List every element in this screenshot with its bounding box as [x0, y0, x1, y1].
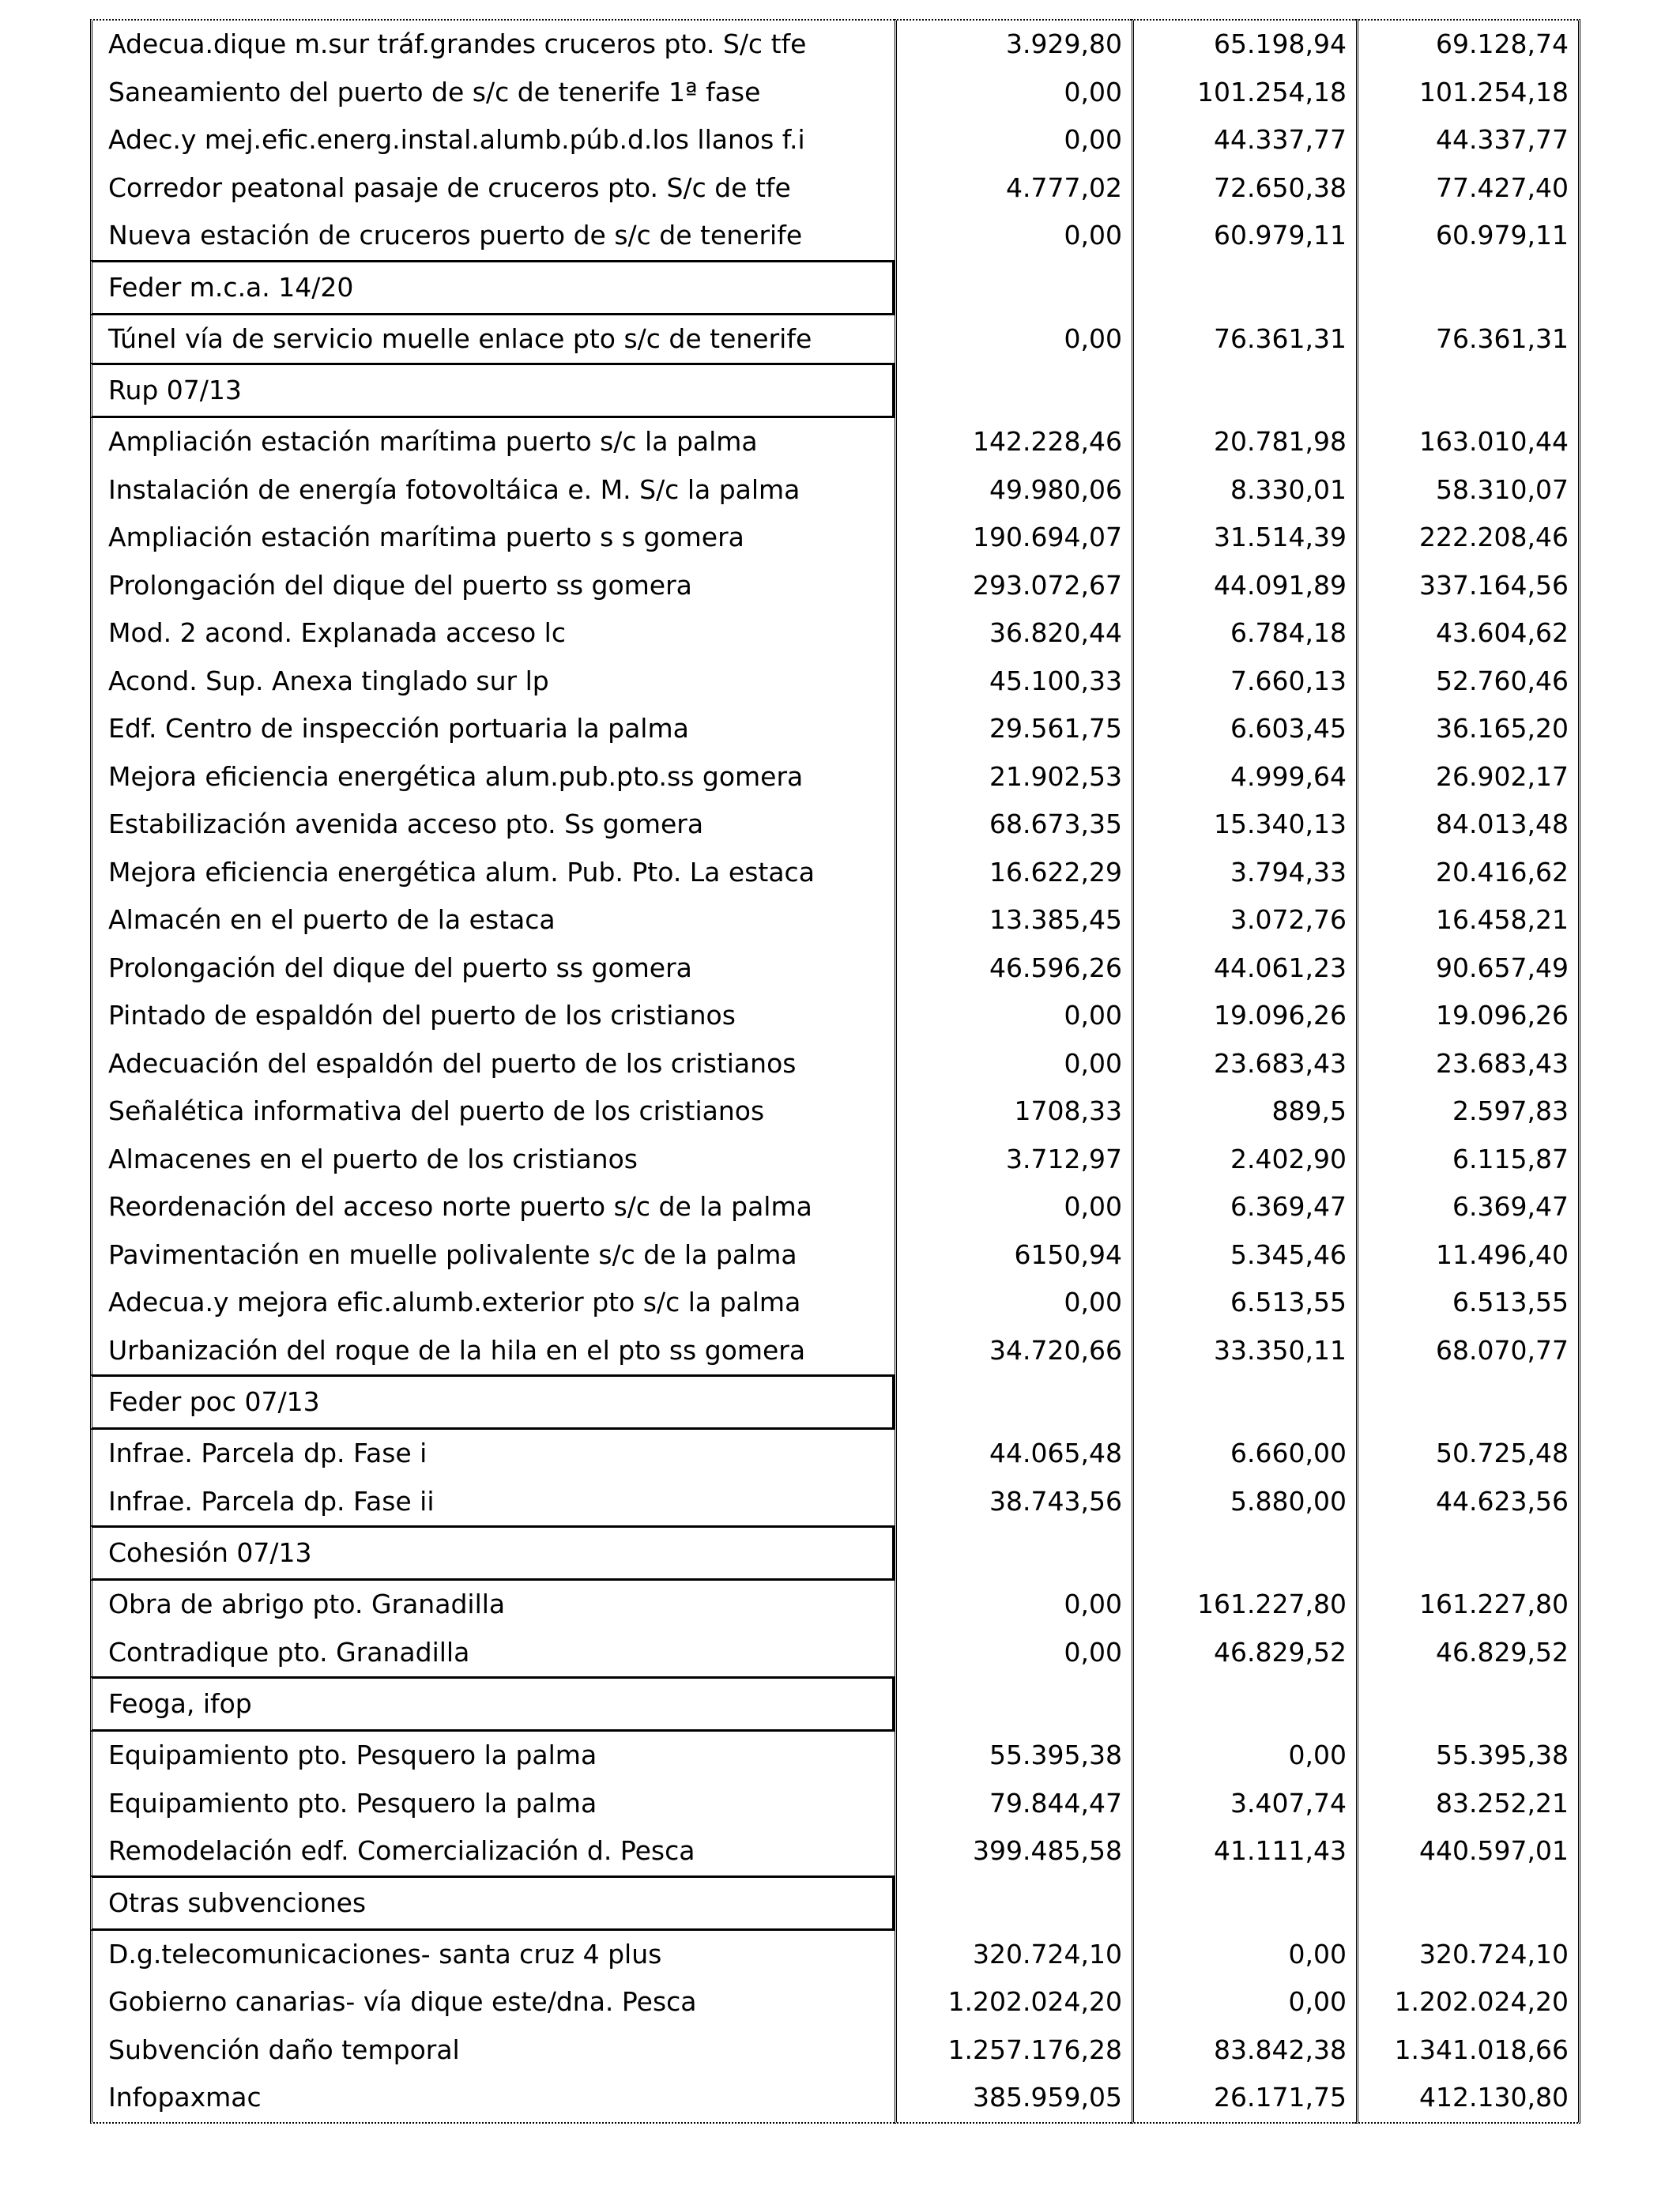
empty-cell — [895, 363, 1132, 418]
value-col-2: 889,5 — [1132, 1088, 1356, 1136]
value-col-2: 26.171,75 — [1132, 2074, 1356, 2124]
value-col-1: 68.673,35 — [895, 801, 1132, 849]
empty-cell — [1132, 1875, 1356, 1931]
value-col-2: 8.330,01 — [1132, 466, 1356, 515]
value-col-1: 29.561,75 — [895, 705, 1132, 753]
item-label: Gobierno canarias- vía dique este/dna. Pesca — [90, 1978, 895, 2026]
item-label: Remodelación edf. Comercialización d. Pesca — [90, 1827, 895, 1875]
item-label: Adecua.dique m.sur tráf.grandes cruceros pto. S/c tfe — [90, 19, 895, 69]
value-col-3: 46.829,52 — [1356, 1629, 1580, 1677]
section-header-row — [90, 1875, 1580, 1931]
value-col-2: 76.361,31 — [1132, 315, 1356, 364]
table-row — [90, 1581, 1580, 1629]
value-col-2: 3.407,74 — [1132, 1780, 1356, 1828]
section-header: Feoga, ifop — [90, 1676, 895, 1732]
item-label: Señalética informativa del puerto de los cristianos — [90, 1088, 895, 1136]
empty-cell — [895, 260, 1132, 315]
item-label: Equipamiento pto. Pesquero la palma — [90, 1732, 895, 1780]
item-label: Adec.y mej.efic.energ.instal.alumb.púb.d.los llanos f.i — [90, 116, 895, 164]
value-col-3: 90.657,49 — [1356, 944, 1580, 993]
item-label: Pavimentación en muelle polivalente s/c de la palma — [90, 1231, 895, 1280]
table-row — [90, 164, 1580, 213]
value-col-2: 0,00 — [1132, 1978, 1356, 2026]
value-col-3: 36.165,20 — [1356, 705, 1580, 753]
value-col-2: 65.198,94 — [1132, 19, 1356, 69]
section-header-row — [90, 1525, 1580, 1581]
section-header-row — [90, 1676, 1580, 1732]
section-header-row — [90, 363, 1580, 418]
value-col-1: 0,00 — [895, 1040, 1132, 1088]
value-col-2: 44.091,89 — [1132, 562, 1356, 610]
item-label: Nueva estación de cruceros puerto de s/c de tenerife — [90, 212, 895, 260]
item-label: Almacén en el puerto de la estaca — [90, 896, 895, 944]
table-row — [90, 992, 1580, 1040]
item-label: Pintado de espaldón del puerto de los cristianos — [90, 992, 895, 1040]
table-row — [90, 1231, 1580, 1280]
value-col-2: 31.514,39 — [1132, 514, 1356, 562]
value-col-1: 0,00 — [895, 1629, 1132, 1677]
item-label: Adecua.y mejora efic.alumb.exterior pto s/c la palma — [90, 1279, 895, 1327]
table-row — [90, 116, 1580, 164]
subsidies-table-page — [90, 19, 1580, 2124]
item-label: Instalación de energía fotovoltáica e. M. S/c la palma — [90, 466, 895, 515]
empty-cell — [1356, 1525, 1580, 1581]
table-row — [90, 1183, 1580, 1231]
value-col-1: 0,00 — [895, 992, 1132, 1040]
value-col-3: 83.252,21 — [1356, 1780, 1580, 1828]
empty-cell — [895, 1374, 1132, 1430]
value-col-2: 6.660,00 — [1132, 1430, 1356, 1478]
empty-cell — [895, 1875, 1132, 1931]
value-col-1: 1.257.176,28 — [895, 2026, 1132, 2075]
item-label: Acond. Sup. Anexa tinglado sur lp — [90, 658, 895, 706]
table-row — [90, 1827, 1580, 1875]
table-row — [90, 562, 1580, 610]
value-col-1: 45.100,33 — [895, 658, 1132, 706]
item-label: Infopaxmac — [90, 2074, 895, 2124]
value-col-3: 52.760,46 — [1356, 658, 1580, 706]
table-row — [90, 2074, 1580, 2124]
table-row — [90, 466, 1580, 515]
value-col-2: 44.061,23 — [1132, 944, 1356, 993]
value-col-3: 222.208,46 — [1356, 514, 1580, 562]
item-label: Edf. Centro de inspección portuaria la palma — [90, 705, 895, 753]
value-col-1: 3.712,97 — [895, 1136, 1132, 1184]
table-row — [90, 418, 1580, 466]
table-row — [90, 1931, 1580, 1979]
value-col-3: 84.013,48 — [1356, 801, 1580, 849]
value-col-2: 2.402,90 — [1132, 1136, 1356, 1184]
value-col-1: 49.980,06 — [895, 466, 1132, 515]
value-col-2: 6.513,55 — [1132, 1279, 1356, 1327]
table-row — [90, 69, 1580, 117]
empty-cell — [1356, 260, 1580, 315]
item-label: Corredor peatonal pasaje de cruceros pto. S/c de tfe — [90, 164, 895, 213]
value-col-1: 3.929,80 — [895, 19, 1132, 69]
value-col-2: 5.345,46 — [1132, 1231, 1356, 1280]
empty-cell — [1356, 1374, 1580, 1430]
value-col-1: 0,00 — [895, 69, 1132, 117]
table-row — [90, 753, 1580, 801]
value-col-3: 60.979,11 — [1356, 212, 1580, 260]
value-col-3: 58.310,07 — [1356, 466, 1580, 515]
empty-cell — [1132, 363, 1356, 418]
empty-cell — [895, 1676, 1132, 1732]
value-col-1: 0,00 — [895, 1279, 1132, 1327]
value-col-1: 21.902,53 — [895, 753, 1132, 801]
value-col-3: 68.070,77 — [1356, 1327, 1580, 1375]
value-col-3: 337.164,56 — [1356, 562, 1580, 610]
value-col-1: 0,00 — [895, 1581, 1132, 1629]
item-label: Infrae. Parcela dp. Fase ii — [90, 1478, 895, 1526]
table-row — [90, 1430, 1580, 1478]
value-col-3: 320.724,10 — [1356, 1931, 1580, 1979]
value-col-1: 44.065,48 — [895, 1430, 1132, 1478]
item-label: Túnel vía de servicio muelle enlace pto s/c de tenerife — [90, 315, 895, 364]
value-col-2: 41.111,43 — [1132, 1827, 1356, 1875]
table-row — [90, 849, 1580, 897]
empty-cell — [1356, 1676, 1580, 1732]
value-col-3: 440.597,01 — [1356, 1827, 1580, 1875]
value-col-3: 101.254,18 — [1356, 69, 1580, 117]
value-col-2: 161.227,80 — [1132, 1581, 1356, 1629]
value-col-2: 46.829,52 — [1132, 1629, 1356, 1677]
empty-cell — [1356, 363, 1580, 418]
table-row — [90, 1040, 1580, 1088]
value-col-2: 44.337,77 — [1132, 116, 1356, 164]
value-col-3: 1.341.018,66 — [1356, 2026, 1580, 2075]
table-row — [90, 1978, 1580, 2026]
item-label: Ampliación estación marítima puerto s/c la palma — [90, 418, 895, 466]
value-col-1: 79.844,47 — [895, 1780, 1132, 1828]
table-row — [90, 1478, 1580, 1526]
value-col-1: 142.228,46 — [895, 418, 1132, 466]
value-col-1: 0,00 — [895, 315, 1132, 364]
value-col-3: 6.513,55 — [1356, 1279, 1580, 1327]
section-header: Feder m.c.a. 14/20 — [90, 260, 895, 315]
value-col-3: 161.227,80 — [1356, 1581, 1580, 1629]
value-col-1: 385.959,05 — [895, 2074, 1132, 2124]
value-col-1: 13.385,45 — [895, 896, 1132, 944]
value-col-3: 55.395,38 — [1356, 1732, 1580, 1780]
empty-cell — [1132, 1374, 1356, 1430]
value-col-3: 69.128,74 — [1356, 19, 1580, 69]
table-row — [90, 1629, 1580, 1677]
item-label: Equipamiento pto. Pesquero la palma — [90, 1780, 895, 1828]
value-col-1: 0,00 — [895, 212, 1132, 260]
value-col-1: 46.596,26 — [895, 944, 1132, 993]
table-row — [90, 212, 1580, 260]
table-row — [90, 1279, 1580, 1327]
table-row — [90, 1088, 1580, 1136]
value-col-1: 38.743,56 — [895, 1478, 1132, 1526]
subsidies-table — [90, 19, 1580, 2124]
section-header-row — [90, 1374, 1580, 1430]
value-col-2: 6.603,45 — [1132, 705, 1356, 753]
value-col-3: 2.597,83 — [1356, 1088, 1580, 1136]
table-row — [90, 514, 1580, 562]
value-col-3: 23.683,43 — [1356, 1040, 1580, 1088]
item-label: Mejora eficiencia energética alum.pub.pto.ss gomera — [90, 753, 895, 801]
item-label: Infrae. Parcela dp. Fase i — [90, 1430, 895, 1478]
value-col-3: 44.337,77 — [1356, 116, 1580, 164]
item-label: Prolongación del dique del puerto ss gomera — [90, 944, 895, 993]
value-col-1: 34.720,66 — [895, 1327, 1132, 1375]
value-col-2: 60.979,11 — [1132, 212, 1356, 260]
value-col-3: 1.202.024,20 — [1356, 1978, 1580, 2026]
item-label: Reordenación del acceso norte puerto s/c de la palma — [90, 1183, 895, 1231]
empty-cell — [895, 1525, 1132, 1581]
value-col-2: 19.096,26 — [1132, 992, 1356, 1040]
value-col-1: 4.777,02 — [895, 164, 1132, 213]
table-row — [90, 801, 1580, 849]
value-col-2: 33.350,11 — [1132, 1327, 1356, 1375]
value-col-1: 320.724,10 — [895, 1931, 1132, 1979]
item-label: D.g.telecomunicaciones- santa cruz 4 plus — [90, 1931, 895, 1979]
table-row — [90, 658, 1580, 706]
value-col-3: 43.604,62 — [1356, 609, 1580, 658]
value-col-3: 163.010,44 — [1356, 418, 1580, 466]
item-label: Estabilización avenida acceso pto. Ss gomera — [90, 801, 895, 849]
value-col-3: 6.369,47 — [1356, 1183, 1580, 1231]
empty-cell — [1132, 260, 1356, 315]
value-col-2: 5.880,00 — [1132, 1478, 1356, 1526]
item-label: Contradique pto. Granadilla — [90, 1629, 895, 1677]
value-col-2: 15.340,13 — [1132, 801, 1356, 849]
value-col-2: 20.781,98 — [1132, 418, 1356, 466]
item-label: Subvención daño temporal — [90, 2026, 895, 2075]
value-col-3: 16.458,21 — [1356, 896, 1580, 944]
section-header: Feder poc 07/13 — [90, 1374, 895, 1430]
value-col-2: 3.794,33 — [1132, 849, 1356, 897]
value-col-3: 44.623,56 — [1356, 1478, 1580, 1526]
item-label: Ampliación estación marítima puerto s s gomera — [90, 514, 895, 562]
section-header: Cohesión 07/13 — [90, 1525, 895, 1581]
table-row — [90, 1136, 1580, 1184]
table-row — [90, 315, 1580, 364]
value-col-1: 1.202.024,20 — [895, 1978, 1132, 2026]
value-col-3: 26.902,17 — [1356, 753, 1580, 801]
value-col-1: 0,00 — [895, 1183, 1132, 1231]
item-label: Mod. 2 acond. Explanada acceso lc — [90, 609, 895, 658]
section-header: Otras subvenciones — [90, 1875, 895, 1931]
table-row — [90, 705, 1580, 753]
value-col-1: 16.622,29 — [895, 849, 1132, 897]
value-col-3: 19.096,26 — [1356, 992, 1580, 1040]
item-label: Obra de abrigo pto. Granadilla — [90, 1581, 895, 1629]
value-col-3: 50.725,48 — [1356, 1430, 1580, 1478]
table-row — [90, 896, 1580, 944]
value-col-2: 72.650,38 — [1132, 164, 1356, 213]
table-row — [90, 1327, 1580, 1375]
item-label: Saneamiento del puerto de s/c de tenerife 1ª fase — [90, 69, 895, 117]
value-col-3: 412.130,80 — [1356, 2074, 1580, 2124]
table-row — [90, 19, 1580, 69]
section-header: Rup 07/13 — [90, 363, 895, 418]
value-col-2: 3.072,76 — [1132, 896, 1356, 944]
item-label: Mejora eficiencia energética alum. Pub. Pto. La estaca — [90, 849, 895, 897]
empty-cell — [1356, 1875, 1580, 1931]
section-header-row — [90, 260, 1580, 315]
value-col-1: 293.072,67 — [895, 562, 1132, 610]
table-row — [90, 2026, 1580, 2075]
empty-cell — [1132, 1676, 1356, 1732]
value-col-2: 0,00 — [1132, 1931, 1356, 1979]
value-col-1: 36.820,44 — [895, 609, 1132, 658]
value-col-1: 1708,33 — [895, 1088, 1132, 1136]
value-col-2: 101.254,18 — [1132, 69, 1356, 117]
item-label: Adecuación del espaldón del puerto de los cristianos — [90, 1040, 895, 1088]
table-row — [90, 944, 1580, 993]
table-row — [90, 1732, 1580, 1780]
value-col-1: 6150,94 — [895, 1231, 1132, 1280]
value-col-2: 7.660,13 — [1132, 658, 1356, 706]
value-col-2: 6.369,47 — [1132, 1183, 1356, 1231]
table-body — [90, 19, 1580, 2124]
value-col-3: 77.427,40 — [1356, 164, 1580, 213]
value-col-1: 0,00 — [895, 116, 1132, 164]
table-row — [90, 609, 1580, 658]
value-col-2: 83.842,38 — [1132, 2026, 1356, 2075]
value-col-2: 6.784,18 — [1132, 609, 1356, 658]
item-label: Prolongación del dique del puerto ss gomera — [90, 562, 895, 610]
value-col-2: 23.683,43 — [1132, 1040, 1356, 1088]
value-col-1: 55.395,38 — [895, 1732, 1132, 1780]
value-col-2: 0,00 — [1132, 1732, 1356, 1780]
value-col-1: 399.485,58 — [895, 1827, 1132, 1875]
value-col-3: 6.115,87 — [1356, 1136, 1580, 1184]
value-col-3: 20.416,62 — [1356, 849, 1580, 897]
item-label: Urbanización del roque de la hila en el pto ss gomera — [90, 1327, 895, 1375]
table-row — [90, 1780, 1580, 1828]
value-col-1: 190.694,07 — [895, 514, 1132, 562]
value-col-3: 76.361,31 — [1356, 315, 1580, 364]
value-col-3: 11.496,40 — [1356, 1231, 1580, 1280]
empty-cell — [1132, 1525, 1356, 1581]
value-col-2: 4.999,64 — [1132, 753, 1356, 801]
item-label: Almacenes en el puerto de los cristianos — [90, 1136, 895, 1184]
